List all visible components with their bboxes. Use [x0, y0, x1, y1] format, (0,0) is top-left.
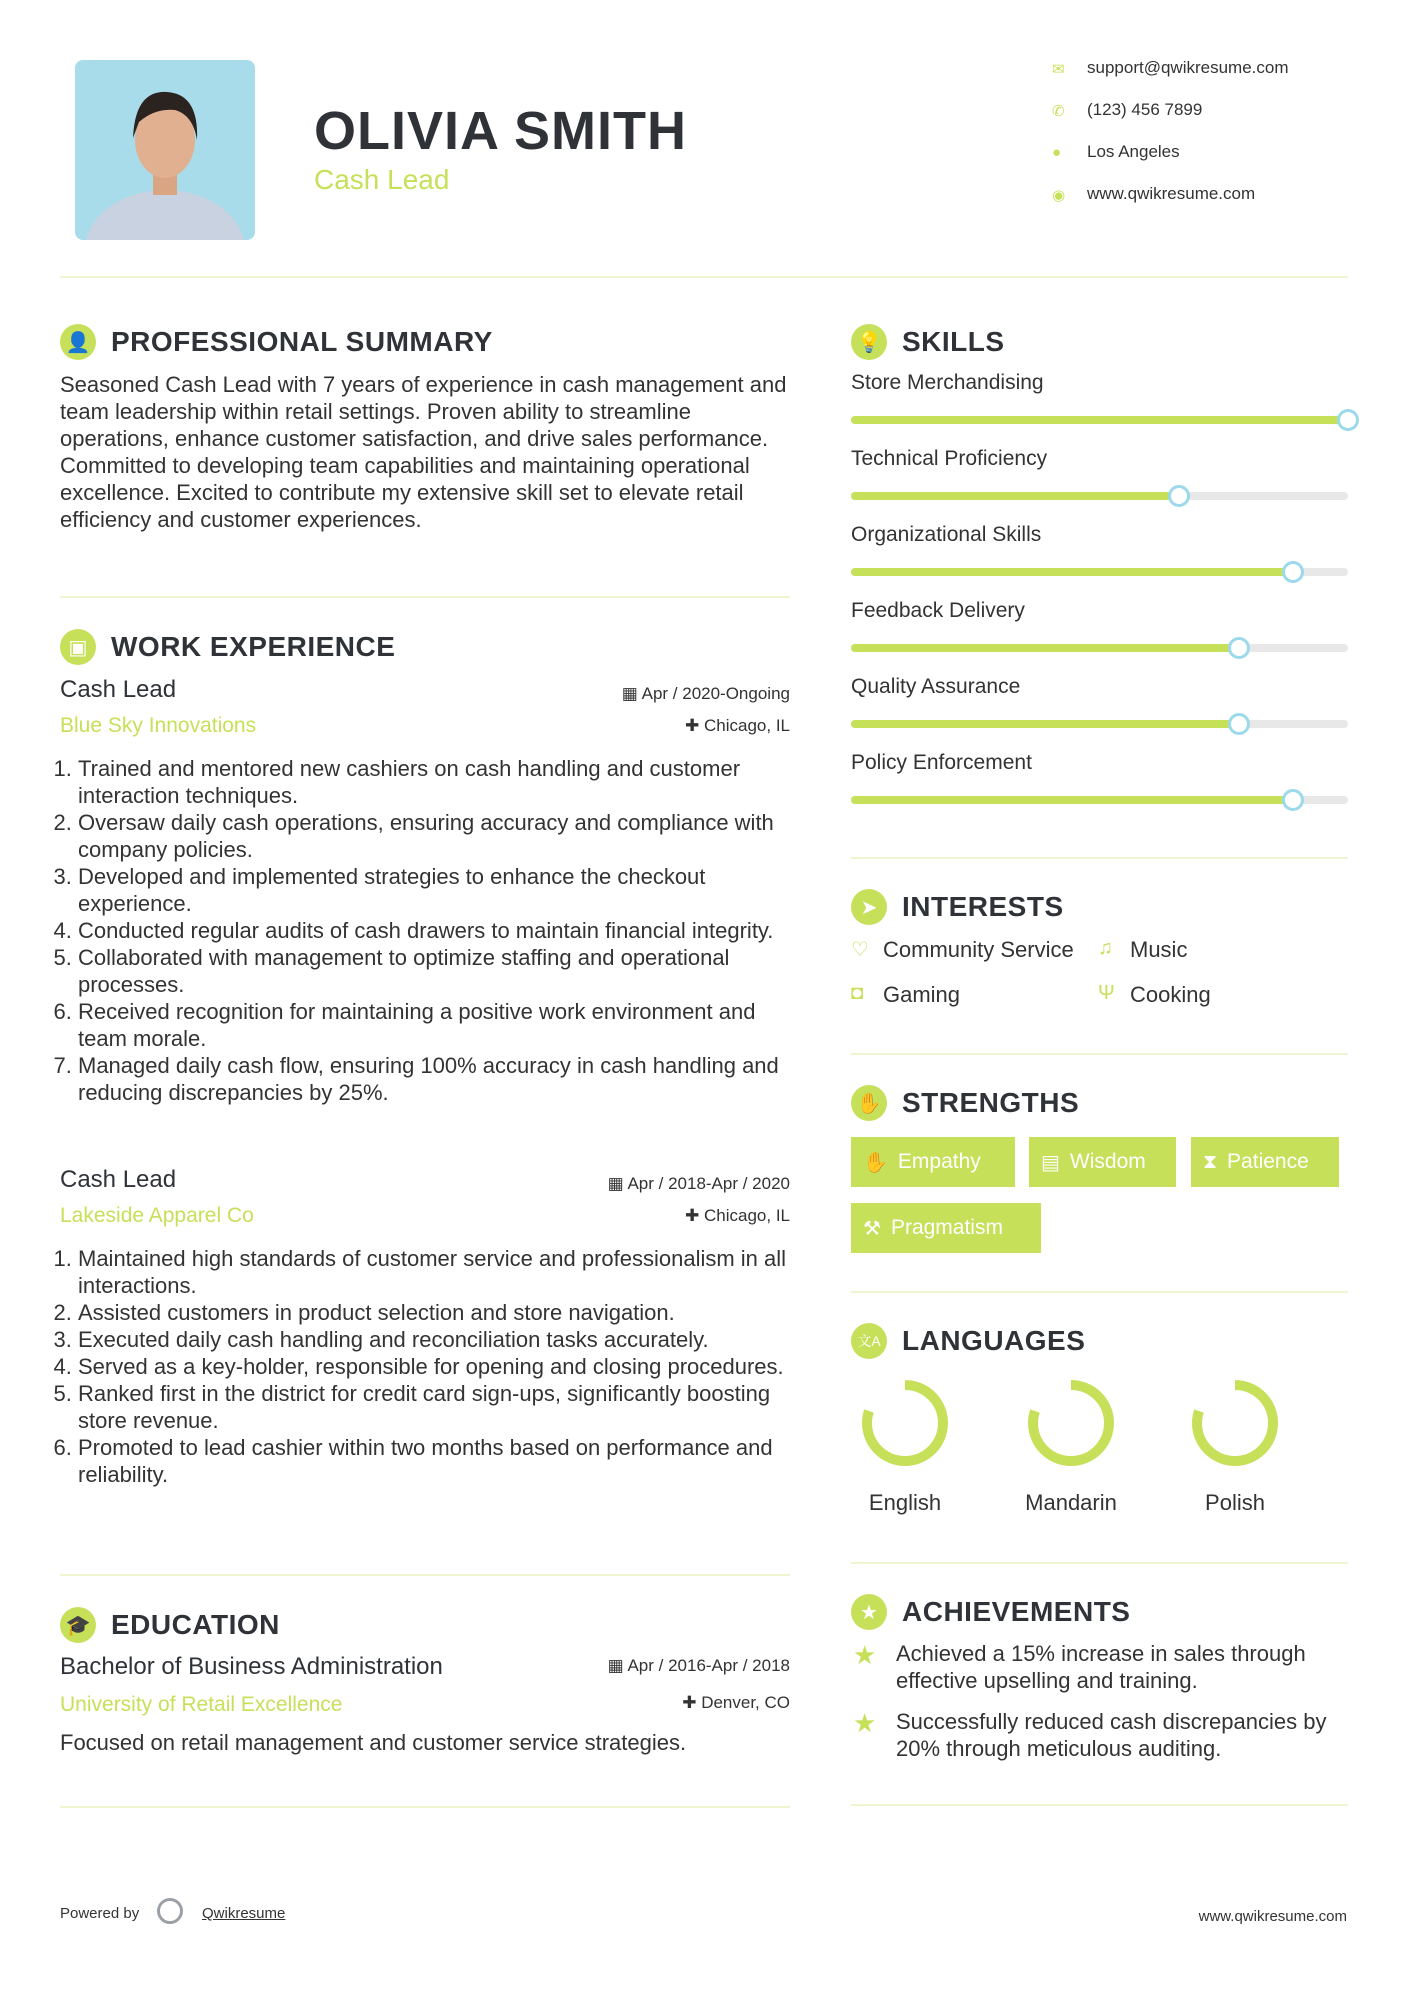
job-bullet: 7. Managed daily cash flow, ensuring 100% accuracy in cash handling and reducing discrepancies by 25%. — [78, 1052, 808, 1106]
skill-bar — [851, 416, 1348, 424]
strength-label: Patience — [1227, 1150, 1309, 1173]
language-label: English — [868, 1490, 942, 1515]
education-text: Focused on retail management and customer service strategies. — [60, 1730, 687, 1755]
strength-label: Wisdom — [1069, 1150, 1146, 1173]
strength-chip — [1191, 1137, 1339, 1187]
job-bullet: 5. Collaborated with management to optimize staffing and operational processes. — [78, 944, 808, 998]
qwikresume-logo-icon — [157, 1898, 183, 1924]
skill-bar-knob — [1282, 789, 1304, 811]
pin-icon: ✚ — [685, 716, 704, 735]
user-icon: 👤 — [60, 324, 96, 360]
profile-photo — [75, 60, 255, 240]
candidate-name: OLIVIA SMITH — [314, 101, 687, 161]
globe-icon: ◉ — [1052, 187, 1066, 204]
handshake-icon: ✋ — [863, 1151, 888, 1174]
skill-label: Policy Enforcement — [851, 751, 1032, 774]
language-level-ring — [860, 1378, 950, 1468]
job-bullet: 4. Served as a key-holder, responsible for opening and closing procedures. — [78, 1353, 808, 1380]
star-icon: ★ — [853, 1708, 877, 1738]
pin-icon: ✚ — [682, 1693, 702, 1712]
interest-label: Gaming — [883, 982, 961, 1007]
job-bullet: 6. Promoted to lead cashier within two months based on performance and reliability. — [78, 1434, 808, 1488]
job-bullet: 2. Oversaw daily cash operations, ensuring accuracy and compliance with company policies. — [78, 809, 808, 863]
contact-text[interactable]: www.qwikresume.com — [1087, 184, 1256, 203]
job-company: Blue Sky Innovations — [60, 714, 257, 737]
book-icon: ▤ — [1041, 1151, 1060, 1174]
skill-bar — [851, 568, 1348, 576]
star-icon: ★ — [853, 1640, 877, 1670]
job-title: Cash Lead — [60, 1166, 177, 1193]
translate-icon: 文A — [851, 1323, 887, 1359]
skill-bar-knob — [1168, 485, 1190, 507]
job-location: ✚ Chicago, IL — [685, 716, 790, 735]
experience-title: WORK EXPERIENCE — [111, 631, 396, 662]
skill-bar — [851, 796, 1348, 804]
education-divider — [60, 1806, 790, 1808]
skill-bar-fill — [851, 568, 1293, 576]
language-label: Mandarin — [1025, 1490, 1117, 1515]
summary-title: PROFESSIONAL SUMMARY — [111, 326, 493, 357]
interest-label: Music — [1130, 937, 1188, 962]
strength-label: Empathy — [897, 1150, 981, 1173]
job-location: ✚ Chicago, IL — [685, 1206, 790, 1225]
calendar-icon: ▦ — [621, 684, 642, 703]
language-level-ring — [1190, 1378, 1280, 1468]
powered-by-label: Powered by — [60, 1905, 140, 1922]
education-school: University of Retail Excellence — [60, 1693, 343, 1716]
location-pin-icon: ● — [1052, 144, 1062, 161]
contact-text[interactable]: (123) 456 7899 — [1087, 100, 1203, 119]
skill-bar — [851, 720, 1348, 728]
calendar-icon: ▦ — [607, 1656, 628, 1675]
strength-label: Pragmatism — [890, 1216, 1003, 1239]
job-bullet: 3. Executed daily cash handling and reconciliation tasks accurately. — [78, 1326, 808, 1353]
job-bullet: 6. Received recognition for maintaining a positive work environment and team morale. — [78, 998, 808, 1052]
gavel-icon: ⚒ — [863, 1217, 881, 1240]
skill-label: Store Merchandising — [851, 371, 1044, 394]
achievements-title: ACHIEVEMENTS — [902, 1596, 1131, 1627]
achievements-divider — [851, 1804, 1348, 1806]
skill-bar-knob — [1337, 409, 1359, 431]
qwikresume-link[interactable]: Qwikresume — [202, 1905, 286, 1922]
phone-icon: ✆ — [1052, 103, 1065, 120]
skills-title: SKILLS — [902, 326, 1005, 357]
education-location: ✚ Denver, CO — [682, 1693, 790, 1712]
strengths-divider — [851, 1291, 1348, 1293]
skill-bar-fill — [851, 492, 1179, 500]
job-bullet: 2. Assisted customers in product selection and store navigation. — [78, 1299, 808, 1326]
cutlery-icon: Ψ — [1098, 982, 1115, 1004]
paper-plane-icon: ➤ — [851, 889, 887, 925]
job-bullet: 3. Developed and implemented strategies to enhance the checkout experience. — [78, 863, 808, 917]
strength-chip — [851, 1203, 1041, 1253]
hand-icon: ✋ — [851, 1085, 887, 1121]
skill-bar-fill — [851, 720, 1239, 728]
hourglass-icon: ⧗ — [1203, 1150, 1218, 1173]
job-title: Cash Lead — [60, 676, 177, 703]
experience-divider — [60, 1574, 790, 1576]
interests-title: INTERESTS — [902, 891, 1064, 922]
achievement-text: Successfully reduced cash discrepancies by 20% through meticulous auditing. — [896, 1709, 1327, 1761]
graduation-cap-icon: 🎓 — [60, 1607, 96, 1643]
job-bullet: 1. Trained and mentored new cashiers on cash handling and customer interaction techniques. — [78, 755, 808, 809]
contact-text[interactable]: Los Angeles — [1087, 142, 1180, 161]
hand-heart-icon: ♡ — [851, 939, 869, 961]
calendar-icon: ▦ — [607, 1174, 628, 1193]
skill-bar-knob — [1228, 713, 1250, 735]
job-date: ▦ Apr / 2018-Apr / 2020 — [607, 1174, 790, 1193]
language-label: Polish — [1205, 1490, 1265, 1515]
job-company: Lakeside Apparel Co — [60, 1204, 254, 1227]
languages-divider — [851, 1562, 1348, 1564]
skill-bar-knob — [1228, 637, 1250, 659]
job-bullets — [60, 1245, 808, 1488]
skill-bar-knob — [1282, 561, 1304, 583]
lightbulb-icon: 💡 — [851, 324, 887, 360]
mail-icon: ✉ — [1052, 61, 1065, 78]
job-date: ▦ Apr / 2020-Ongoing — [621, 684, 790, 703]
interest-label: Cooking — [1130, 982, 1211, 1007]
summary-divider — [60, 596, 790, 598]
strength-chip — [1029, 1137, 1176, 1187]
education-date: ▦ Apr / 2016-Apr / 2018 — [607, 1656, 790, 1675]
strength-chip — [851, 1137, 1015, 1187]
header-divider — [60, 276, 1348, 278]
candidate-role: Cash Lead — [314, 164, 450, 195]
pin-icon: ✚ — [685, 1206, 704, 1225]
footer-website: www.qwikresume.com — [1198, 1908, 1347, 1925]
summary-text: Seasoned Cash Lead with 7 years of experience in cash management and team leadership within retail settings. Proven ability to streamline operations, enhance customer satisfaction, and drive sales performance. Committed to developing team capabilities and maintaining operational excellence. Excited to contribute my extensive skill set to elevate retail efficiency and customer experiences. — [60, 372, 787, 532]
languages-title: LANGUAGES — [902, 1325, 1086, 1356]
skill-label: Technical Proficiency — [851, 447, 1048, 470]
skill-label: Quality Assurance — [851, 675, 1021, 698]
contact-text[interactable]: support@qwikresume.com — [1087, 58, 1289, 77]
achievement-text: Achieved a 15% increase in sales through effective upselling and training. — [896, 1641, 1306, 1693]
skills-divider — [851, 857, 1348, 859]
job-bullet: 4. Conducted regular audits of cash drawers to maintain financial integrity. — [78, 917, 808, 944]
person-avatar-icon — [75, 60, 255, 240]
skill-bar — [851, 492, 1348, 500]
education-degree: Bachelor of Business Administration — [60, 1653, 443, 1680]
skill-bar-fill — [851, 416, 1348, 424]
language-level-ring — [1026, 1378, 1116, 1468]
skill-bar-fill — [851, 796, 1293, 804]
briefcase-icon: ▣ — [60, 629, 96, 665]
skill-bar — [851, 644, 1348, 652]
music-icon: ♫ — [1098, 937, 1113, 959]
strengths-title: STRENGTHS — [902, 1087, 1080, 1118]
skill-label: Feedback Delivery — [851, 599, 1025, 622]
interest-label: Community Service — [883, 937, 1074, 962]
gamepad-icon: ◘ — [851, 982, 864, 1004]
job-bullet: 5. Ranked first in the district for credit card sign-ups, significantly boosting store revenue. — [78, 1380, 808, 1434]
skill-label: Organizational Skills — [851, 523, 1042, 546]
skill-bar-fill — [851, 644, 1239, 652]
interests-divider — [851, 1053, 1348, 1055]
education-title: EDUCATION — [111, 1609, 280, 1640]
job-bullets — [60, 755, 808, 1106]
job-bullet: 1. Maintained high standards of customer service and professionalism in all interactions. — [78, 1245, 808, 1299]
trophy-icon: ★ — [851, 1594, 887, 1630]
